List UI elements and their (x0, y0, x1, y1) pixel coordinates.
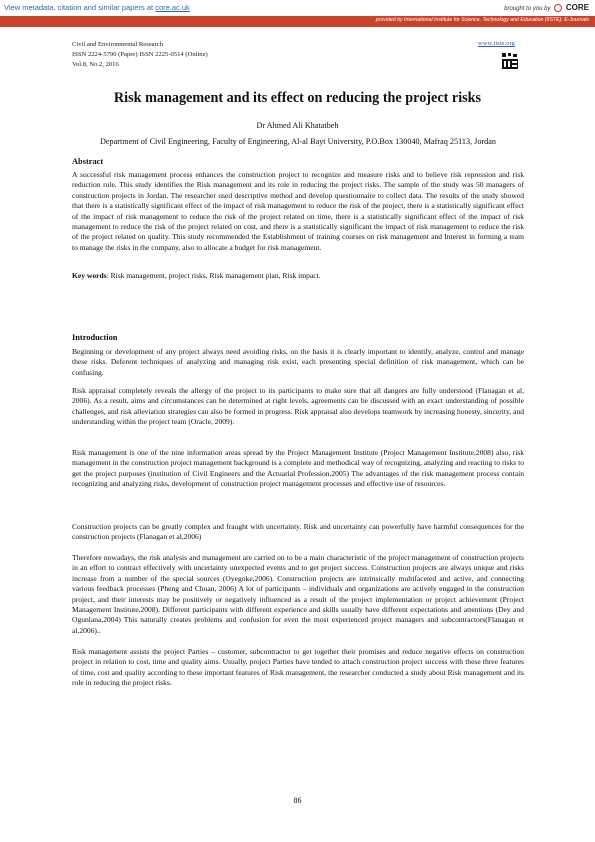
core-metadata-text: View metadata, citation and similar papers at core.ac.uk (4, 3, 190, 12)
introduction-heading: Introduction (72, 333, 118, 342)
provider-banner (0, 16, 595, 27)
intro-paragraph: Therefore nowadays, the risk analysis and management are carried on to be a main characteristic of the project management of construction projects in an effort to contract effectively with uncertainty unexpected events and to get project success. Construction projects are always unique and risks increase from a number of the special sources (Oyegoke,2006). Construction projects are intrinsically multifaceted and active, and connecting various feedback processes (Pheng and Chuan, 2006) A lot of participants – individuals and organizations are actively engaged in the construction project, and their interests may be positively or negatively influenced as a result of the project implementation or project achievement (Project Management Institute,2008). Different participants with different experience and skills usually have different expectations and attentions (Dey and Ogunlana,2004) This naturally creates problems and confusion for even the most experienced project managers and subcontractors(Flanagan et al,2006).. (72, 553, 524, 635)
author-name: Dr Ahmed Ali Khatatbeh (256, 121, 339, 130)
journal-issn: ISSN 2224-5790 (Paper) ISSN 2225-0514 (Online) (72, 50, 208, 58)
core-link[interactable]: core.ac.uk (155, 3, 190, 12)
journal-info (72, 40, 208, 69)
abstract-heading: Abstract (72, 157, 104, 166)
core-logo-icon (554, 4, 562, 12)
core-banner (0, 0, 595, 16)
intro-paragraph: Risk management is one of the nine information areas spread by the Project Management Institute (Project Management Institute,2008) also, risk management in the construction project management background is a complete and methodical way of recognizing, analyzing and reacting to risks to get the project purposes (institution of Civil Engineers and the Actuarial Profession,2005) The advantages of the risk management process contain recognizing and analyzing risks, development of construction project management processes and effective use of resources. (72, 448, 524, 489)
intro-paragraph: Beginning or development of any project always need avoiding risks, on the basis it is clearly important to identify, analyze, control and manage these risks. Deferent techniques of analyzing and managing risk exist, each presenting special definition of risk management, which can be confusing. (72, 347, 524, 377)
abstract-text: A successful risk management process enhances the construction project to recognize and measure risks and to believe risk repression and risk reduction rule. This study identifies the Risk management and its role in reducing the project risks. The sample of the study was 50 managers of construction projects in Jordan. The researcher used descriptive method and develop questionnaire to collect data. The results of the study showed that there is a statistically significant effect of the impact of risk management to reduce the risk of the project, there is a statistically significant effect of the impact of risk management to reduce the risk of the project related on time, there is a statistically significant effect of the impact of risk management to reduce the risk of the project related on cost, and there is a statistically significant the impact of risk management to reduce the risk of the project related on quality. This study recommended the Establishment of training courses on risk management and Interest in forming a team to manage the risks in the company, also to allocate a budget for risk management. (72, 170, 524, 252)
intro-paragraph: Risk management assists the project Parties – customer, subcontractor to get together their promises and reduce negative effects on construction project in relation to cost, time and quality aims. Usually, project Parties have tended to attach construction project success with these three features of time, cost and quality according to these important features of Risk management, the researcher conducted a study about Risk management and its role in reducing the project risks. (72, 647, 524, 688)
iiste-logo-icon (501, 52, 519, 70)
journal-website-link[interactable]: www.iiste.org (478, 40, 515, 47)
keywords-label: Key words (72, 271, 107, 280)
core-brought-by: brought to you by CORE (504, 3, 589, 12)
journal-name: Civil and Environmental Research (72, 41, 164, 48)
author-affiliation: Department of Civil Engineering, Faculty of Engineering, Al-al Bayt University, P.O.Box 130040, Mafraq 25113, Jordan (100, 137, 496, 146)
provider-text: provided by International Institute for Science, Technology and Education (IISTE): E-Journals (375, 17, 589, 23)
keywords-text: : Risk management, project risks, Risk management plan, Risk impact. (106, 271, 321, 280)
page-number: 86 (293, 796, 302, 805)
paper-title: Risk management and its effect on reducing the project risks (113, 90, 482, 106)
core-logo-text[interactable]: CORE (565, 3, 589, 12)
journal-volume: Vol.8, No.2, 2016 (72, 60, 119, 68)
intro-paragraph: Risk appraisal completely reveals the allergy of the project to its participants to make sure that all dangers are fully understood (Flanagan et al, 2006). As a result, aims and circumstances can be determined at right levels, agreements can be discussed with an exact understanding of possible challenges, and risk alleviation strategies can also be formed in progress. Risk appraisal also develops teamwork by increasing honesty, sincerity, and understanding within the project team (Oracle, 2009). (72, 386, 524, 427)
keywords-line (72, 271, 524, 280)
intro-paragraph: Construction projects can be greatly complex and fraught with uncertainty. Risk and uncertainty can powerfully have harmful consequences for the construction projects (Flanagan et al,2006) (72, 522, 524, 542)
